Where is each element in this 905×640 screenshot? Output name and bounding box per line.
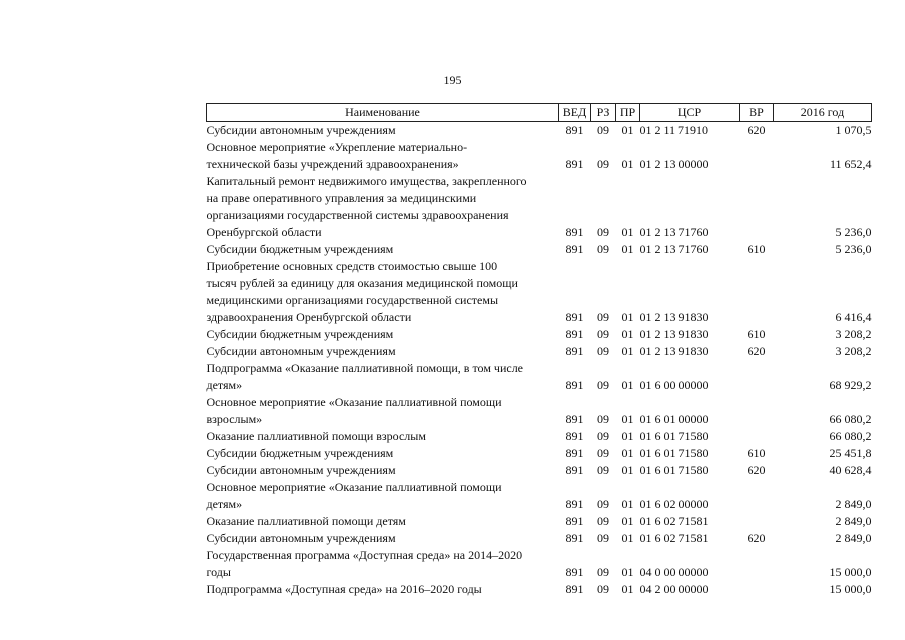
table-row	[207, 513, 872, 530]
row-ved: 891	[565, 157, 584, 171]
row-ved: 891	[565, 310, 584, 324]
row-name: Субсидии автономным учреждениям	[206, 123, 396, 137]
row-pr: 01	[621, 378, 634, 392]
row-rz: 09	[597, 531, 609, 545]
row-rz: 09	[597, 310, 609, 324]
row-pr: 01	[621, 123, 634, 137]
budget-table	[206, 103, 872, 598]
row-amount: 2 849,0	[835, 531, 872, 545]
header-rz: РЗ	[591, 104, 616, 122]
row-pr: 01	[621, 310, 634, 324]
row-rz: 09	[597, 446, 609, 460]
table-row	[207, 326, 872, 343]
row-vr	[740, 428, 774, 445]
row-csr: 01 6 01 71580	[639, 446, 709, 460]
row-amount: 3 208,2	[835, 327, 872, 341]
table-row	[207, 122, 872, 140]
table-row	[207, 547, 872, 581]
table-row	[207, 530, 872, 547]
row-rz: 09	[597, 378, 609, 392]
row-rz: 09	[597, 497, 609, 511]
row-rz: 09	[597, 412, 609, 426]
row-name: Приобретение основных средств стоимостью свыше 100 тысяч рублей за единицу для оказания медицинской помощи медицинскими организациями государственной системы здравоохранения Оренбургской области	[206, 259, 518, 324]
row-name: Оказание паллиативной помощи взрослым	[206, 429, 426, 443]
row-vr: 620	[747, 463, 766, 477]
table-header-row	[207, 104, 872, 122]
row-amount: 66 080,2	[829, 412, 872, 426]
row-csr: 01 6 01 00000	[639, 412, 709, 426]
row-ved: 891	[565, 378, 584, 392]
row-csr: 01 2 13 71760	[639, 225, 709, 239]
row-rz: 09	[597, 327, 609, 341]
row-name: Субсидии автономным учреждениям	[206, 344, 396, 358]
header-year: 2016 год	[774, 104, 872, 122]
row-pr: 01	[621, 582, 634, 596]
table-row	[207, 139, 872, 173]
row-pr: 01	[621, 497, 634, 511]
row-name: Государственная программа «Доступная среда» на 2014–2020 годы	[206, 548, 523, 579]
row-csr: 01 6 02 71581	[639, 514, 709, 528]
row-ved: 891	[565, 582, 584, 596]
row-ved: 891	[565, 327, 584, 341]
row-vr: 610	[747, 242, 766, 256]
row-vr	[740, 513, 774, 530]
row-pr: 01	[621, 514, 634, 528]
row-ved: 891	[565, 242, 584, 256]
row-ved: 891	[565, 429, 584, 443]
row-name: Подпрограмма «Оказание паллиативной помощи, в том числе детям»	[206, 361, 524, 392]
row-name: Основное мероприятие «Укрепление материально- технической базы учреждений здравоохранения»	[206, 140, 468, 171]
row-amount: 1 070,5	[835, 123, 872, 137]
row-csr: 01 6 01 71580	[639, 463, 709, 477]
table-row	[207, 360, 872, 394]
row-ved: 891	[565, 225, 584, 239]
row-csr: 01 2 13 71760	[639, 242, 709, 256]
table-row	[207, 445, 872, 462]
row-amount: 3 208,2	[835, 344, 872, 358]
row-vr	[740, 258, 774, 326]
row-ved: 891	[565, 446, 584, 460]
row-pr: 01	[621, 412, 634, 426]
row-amount: 2 849,0	[835, 514, 872, 528]
table-row	[207, 462, 872, 479]
row-ved: 891	[565, 123, 584, 137]
row-amount: 15 000,0	[829, 582, 872, 596]
row-name: Субсидии бюджетным учреждениям	[206, 446, 394, 460]
row-name: Оказание паллиативной помощи детям	[206, 514, 406, 528]
row-amount: 68 929,2	[829, 378, 872, 392]
row-vr	[740, 394, 774, 428]
row-name: Субсидии бюджетным учреждениям	[206, 242, 394, 256]
row-csr: 01 6 01 71580	[639, 429, 709, 443]
row-name: Основное мероприятие «Оказание паллиативной помощи взрослым»	[206, 395, 502, 426]
row-ved: 891	[565, 463, 584, 477]
row-amount: 40 628,4	[829, 463, 872, 477]
row-rz: 09	[597, 565, 609, 579]
row-pr: 01	[621, 565, 634, 579]
header-ved: ВЕД	[559, 104, 591, 122]
row-name: Субсидии автономным учреждениям	[206, 463, 396, 477]
header-name: Наименование	[207, 104, 559, 122]
row-csr: 01 2 11 71910	[639, 123, 709, 137]
row-pr: 01	[621, 225, 634, 239]
row-vr	[740, 479, 774, 513]
row-ved: 891	[565, 514, 584, 528]
table-row	[207, 173, 872, 241]
row-amount: 11 652,4	[829, 157, 872, 171]
row-name: Субсидии автономным учреждениям	[206, 531, 396, 545]
row-vr	[740, 581, 774, 598]
row-amount: 25 451,8	[829, 446, 872, 460]
table-row	[207, 343, 872, 360]
table-row	[207, 428, 872, 445]
row-pr: 01	[621, 327, 634, 341]
row-name: Субсидии бюджетным учреждениям	[206, 327, 394, 341]
row-csr: 01 2 13 91830	[639, 310, 709, 324]
row-amount: 15 000,0	[829, 565, 872, 579]
row-pr: 01	[621, 446, 634, 460]
row-amount: 6 416,4	[835, 310, 872, 324]
row-vr	[740, 173, 774, 241]
row-vr: 620	[747, 344, 766, 358]
row-csr: 01 6 02 71581	[639, 531, 709, 545]
row-name: Подпрограмма «Доступная среда» на 2016–2020 годы	[206, 582, 482, 596]
row-csr: 01 6 00 00000	[639, 378, 709, 392]
row-vr: 610	[747, 446, 766, 460]
row-amount: 5 236,0	[835, 225, 872, 239]
row-pr: 01	[621, 242, 634, 256]
table-row	[207, 479, 872, 513]
row-ved: 891	[565, 565, 584, 579]
row-name: Основное мероприятие «Оказание паллиативной помощи детям»	[206, 480, 502, 511]
row-vr: 620	[747, 531, 766, 545]
row-amount: 2 849,0	[835, 497, 872, 511]
row-csr: 04 2 00 00000	[639, 582, 709, 596]
row-ved: 891	[565, 531, 584, 545]
table-row	[207, 394, 872, 428]
row-csr: 01 2 13 91830	[639, 327, 709, 341]
row-pr: 01	[621, 463, 634, 477]
row-vr	[740, 139, 774, 173]
row-rz: 09	[597, 514, 609, 528]
row-pr: 01	[621, 531, 634, 545]
row-csr: 04 0 00 00000	[639, 565, 709, 579]
header-vr: ВР	[740, 104, 774, 122]
row-pr: 01	[621, 344, 634, 358]
table-row	[207, 581, 872, 598]
row-amount: 66 080,2	[829, 429, 872, 443]
row-rz: 09	[597, 157, 609, 171]
row-vr	[740, 547, 774, 581]
row-ved: 891	[565, 344, 584, 358]
header-csr: ЦСР	[640, 104, 740, 122]
row-rz: 09	[597, 123, 609, 137]
row-csr: 01 6 02 00000	[639, 497, 709, 511]
row-name: Капитальный ремонт недвижимого имущества, закрепленного на праве оперативного управления за медицинскими организациями государственной системы здравоохранения Оренбургской области	[206, 174, 527, 239]
row-rz: 09	[597, 463, 609, 477]
table-row	[207, 258, 872, 326]
row-csr: 01 2 13 91830	[639, 344, 709, 358]
row-csr: 01 2 13 00000	[639, 157, 709, 171]
row-vr: 620	[747, 123, 766, 137]
header-pr: ПР	[616, 104, 640, 122]
row-vr: 610	[747, 327, 766, 341]
row-rz: 09	[597, 242, 609, 256]
page-number: 195	[443, 73, 462, 87]
row-pr: 01	[621, 429, 634, 443]
row-rz: 09	[597, 429, 609, 443]
row-ved: 891	[565, 497, 584, 511]
row-rz: 09	[597, 344, 609, 358]
row-rz: 09	[597, 225, 609, 239]
table-row	[207, 241, 872, 258]
row-amount: 5 236,0	[835, 242, 872, 256]
row-rz: 09	[597, 582, 609, 596]
row-ved: 891	[565, 412, 584, 426]
row-vr	[740, 360, 774, 394]
row-pr: 01	[621, 157, 634, 171]
